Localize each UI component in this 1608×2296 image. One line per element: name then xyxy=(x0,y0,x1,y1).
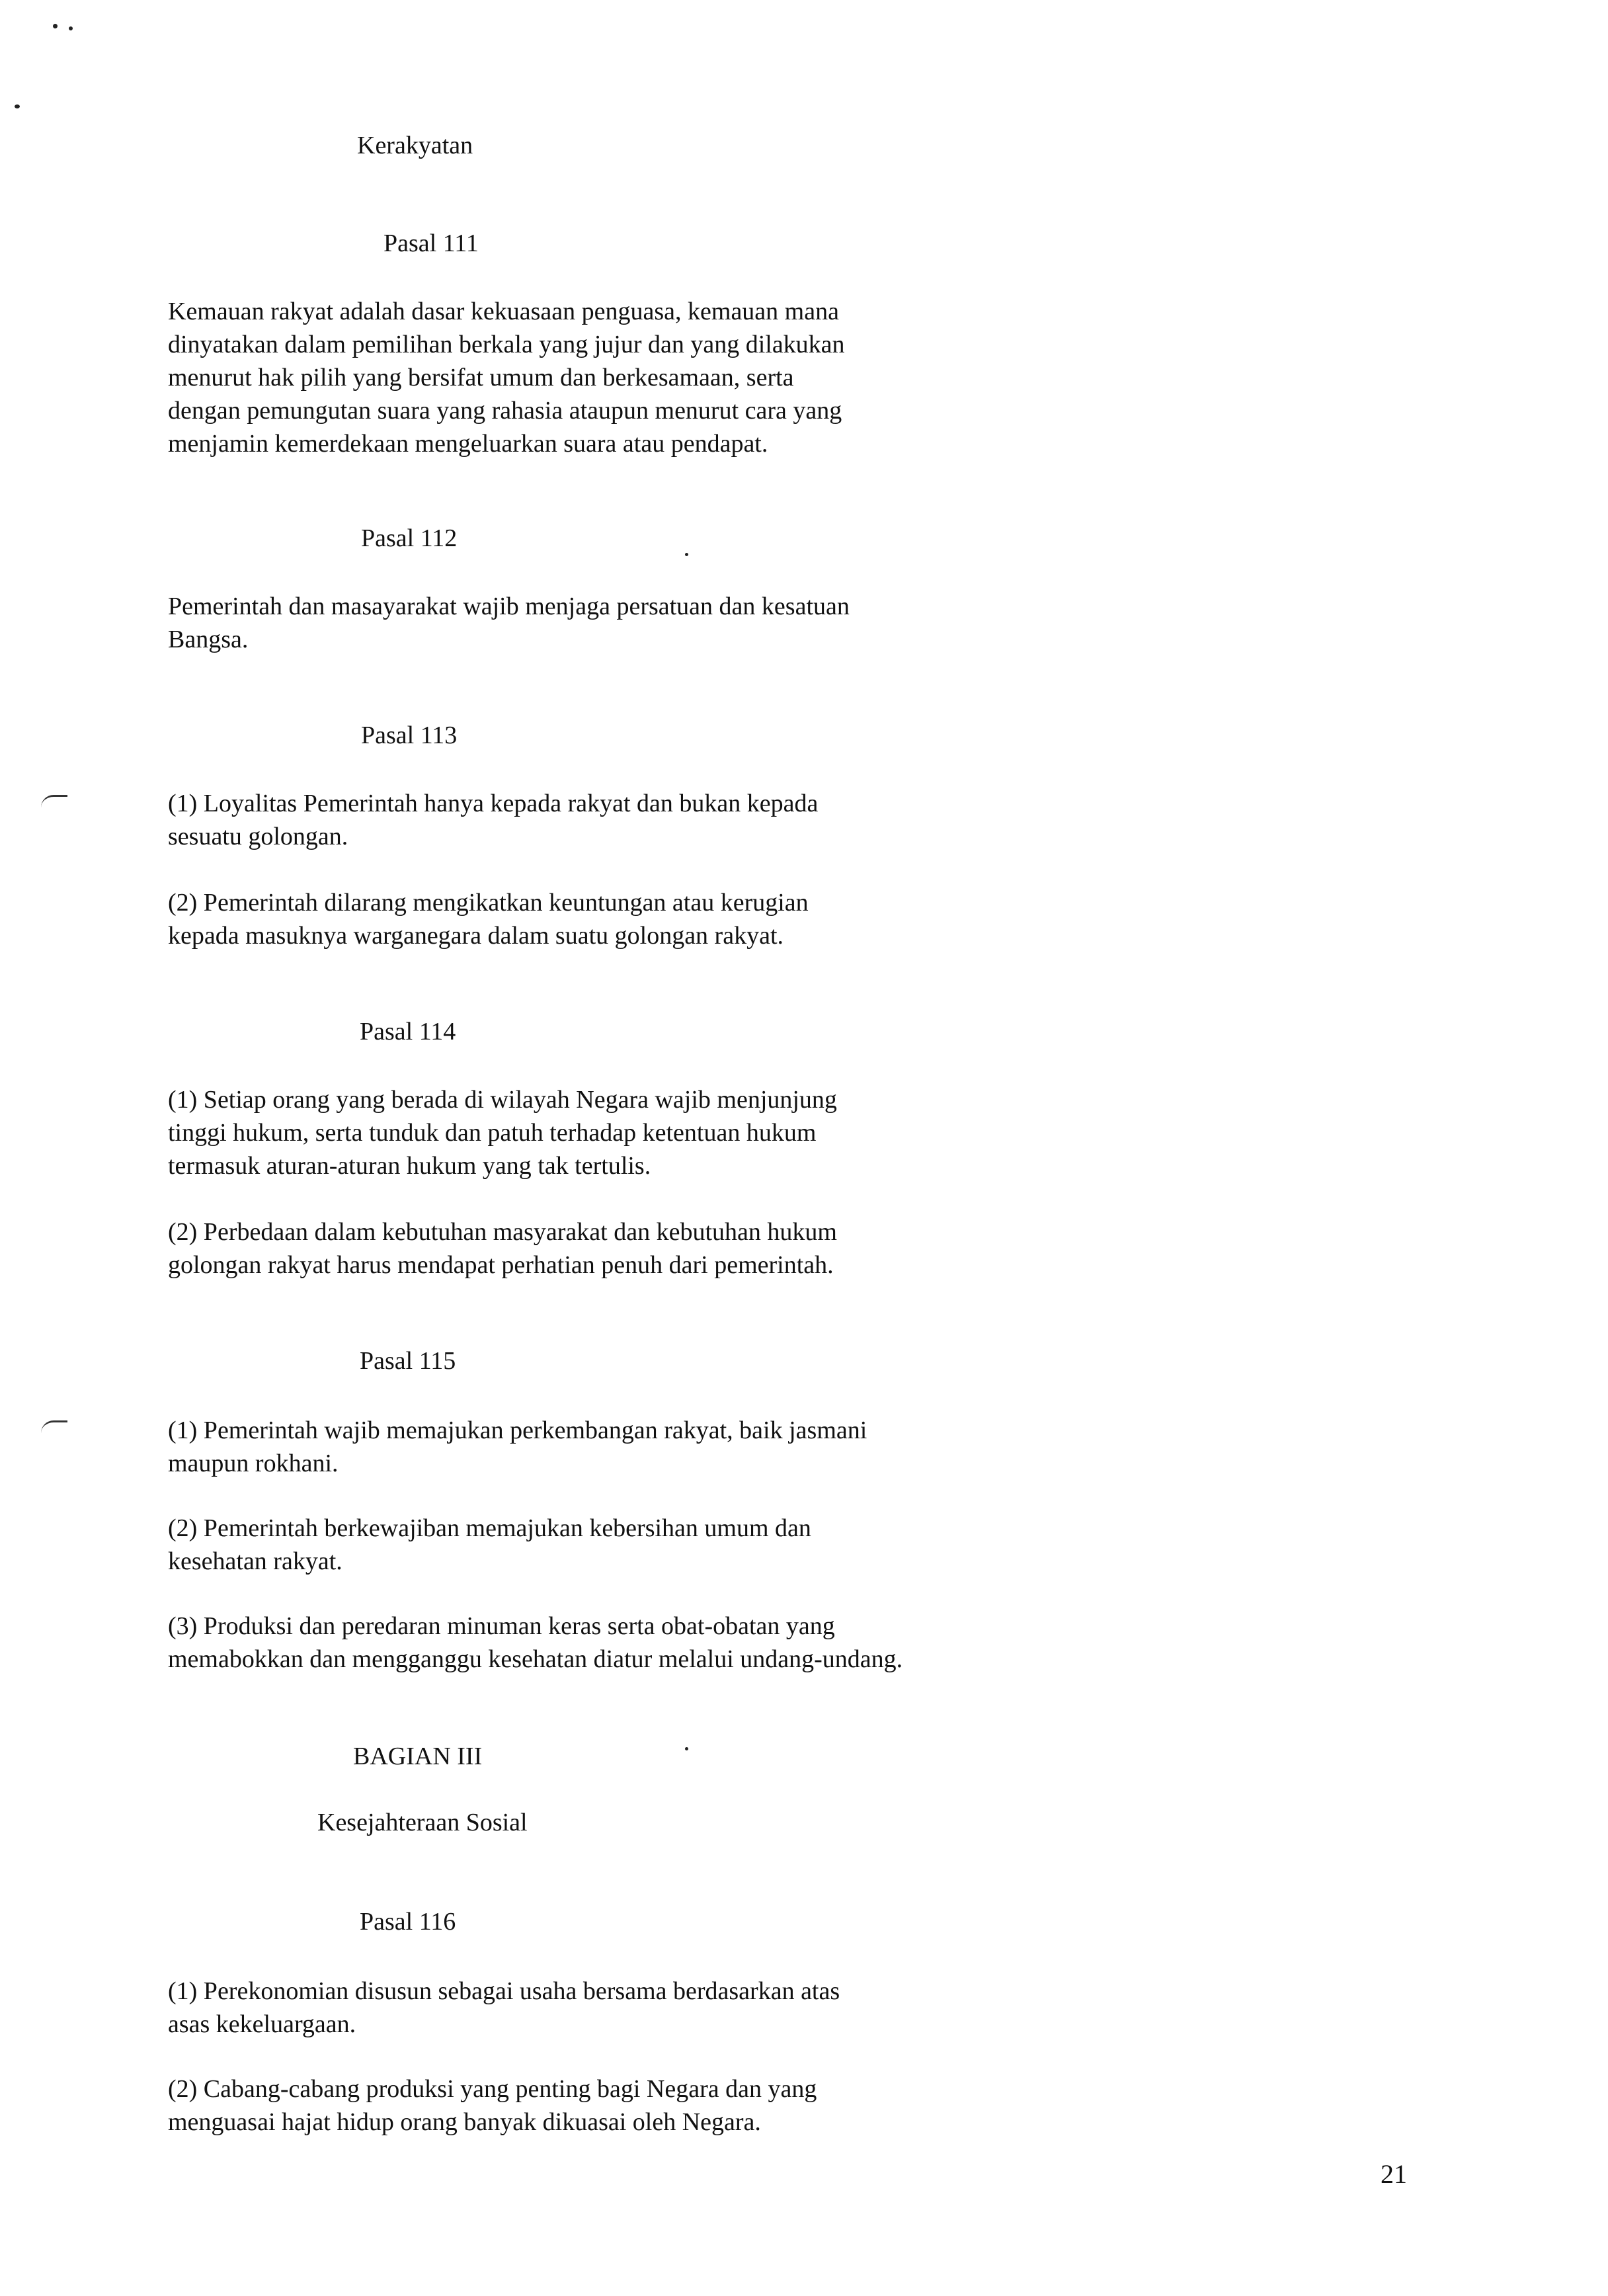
scan-speck xyxy=(685,553,688,556)
scan-speck xyxy=(53,24,58,28)
text-line: golongan rakyat harus mendapat perhatian penuh dari pemerintah. xyxy=(168,1251,834,1279)
text-line: Kemauan rakyat adalah dasar kekuasaan penguasa, kemauan mana xyxy=(168,298,839,325)
pasal-112-heading: Pasal 112 xyxy=(361,524,458,552)
text-line: menurut hak pilih yang bersifat umum dan berkesamaan, serta xyxy=(168,364,794,391)
text-line: (1) Perekonomian disusun sebagai usaha bersama berdasarkan atas xyxy=(168,1977,840,2005)
pasal-111-heading: Pasal 111 xyxy=(383,229,479,257)
pasal-114-item-1 xyxy=(168,1083,994,1182)
pasal-111-paragraph xyxy=(168,295,994,460)
text-line: tinggi hukum, serta tunduk dan patuh terhadap ketentuan hukum xyxy=(168,1119,817,1147)
page-number: 21 xyxy=(1381,2159,1407,2189)
text-line: memabokkan dan mengganggu kesehatan diatur melalui undang-undang. xyxy=(168,1645,903,1673)
text-line: Pemerintah dan masayarakat wajib menjaga persatuan dan kesatuan xyxy=(168,593,850,620)
text-line: Bangsa. xyxy=(168,626,249,653)
bagian-heading: BAGIAN III xyxy=(353,1742,483,1770)
pasal-115-heading: Pasal 115 xyxy=(360,1347,456,1375)
pasal-112-paragraph xyxy=(168,590,994,656)
pasal-116-item-1 xyxy=(168,1975,994,2041)
text-line: dengan pemungutan suara yang rahasia ataupun menurut cara yang xyxy=(168,397,842,425)
pasal-113-item-2 xyxy=(168,886,994,952)
text-line: menguasai hajat hidup orang banyak dikuasai oleh Negara. xyxy=(168,2108,761,2136)
text-line: (2) Cabang-cabang produksi yang penting bagi Negara dan yang xyxy=(168,2075,817,2103)
text-line: dinyatakan dalam pemilihan berkala yang jujur dan yang dilakukan xyxy=(168,331,845,358)
text-line: (2) Pemerintah berkewajiban memajukan kebersihan umum dan xyxy=(168,1514,811,1542)
scan-mark xyxy=(41,1420,67,1433)
bagian-subtitle: Kesejahteraan Sosial xyxy=(317,1809,528,1836)
text-line: asas kekeluargaan. xyxy=(168,2010,356,2038)
pasal-116-item-2 xyxy=(168,2072,994,2139)
pasal-115-item-3 xyxy=(168,1610,994,1676)
scan-speck xyxy=(685,1747,688,1750)
text-line: kesehatan rakyat. xyxy=(168,1547,342,1575)
text-line: menjamin kemerdekaan mengeluarkan suara atau pendapat. xyxy=(168,430,768,458)
pasal-114-heading: Pasal 114 xyxy=(360,1018,456,1046)
text-line: (1) Pemerintah wajib memajukan perkembangan rakyat, baik jasmani xyxy=(168,1416,867,1444)
text-line: (2) Perbedaan dalam kebutuhan masyarakat dan kebutuhan hukum xyxy=(168,1218,837,1246)
pasal-113-heading: Pasal 113 xyxy=(361,721,458,749)
scan-speck xyxy=(69,26,73,30)
text-line: (2) Pemerintah dilarang mengikatkan keuntungan atau kerugian xyxy=(168,889,809,917)
text-line: maupun rokhani. xyxy=(168,1450,339,1477)
pasal-114-item-2 xyxy=(168,1215,994,1282)
pasal-113-item-1 xyxy=(168,787,994,853)
text-line: (3) Produksi dan peredaran minuman keras serta obat-obatan yang xyxy=(168,1612,835,1640)
text-line: termasuk aturan-aturan hukum yang tak tertulis. xyxy=(168,1152,651,1180)
scan-mark xyxy=(41,795,67,807)
text-line: sesuatu golongan. xyxy=(168,823,348,850)
pasal-115-item-2 xyxy=(168,1512,994,1578)
section-title: Kerakyatan xyxy=(357,132,473,159)
pasal-115-item-1 xyxy=(168,1414,994,1480)
text-line: kepada masuknya warganegara dalam suatu golongan rakyat. xyxy=(168,922,784,950)
scan-speck xyxy=(15,104,20,108)
pasal-116-heading: Pasal 116 xyxy=(360,1908,456,1936)
text-line: (1) Setiap orang yang berada di wilayah Negara wajib menjunjung xyxy=(168,1086,837,1114)
text-line: (1) Loyalitas Pemerintah hanya kepada rakyat dan bukan kepada xyxy=(168,790,819,817)
